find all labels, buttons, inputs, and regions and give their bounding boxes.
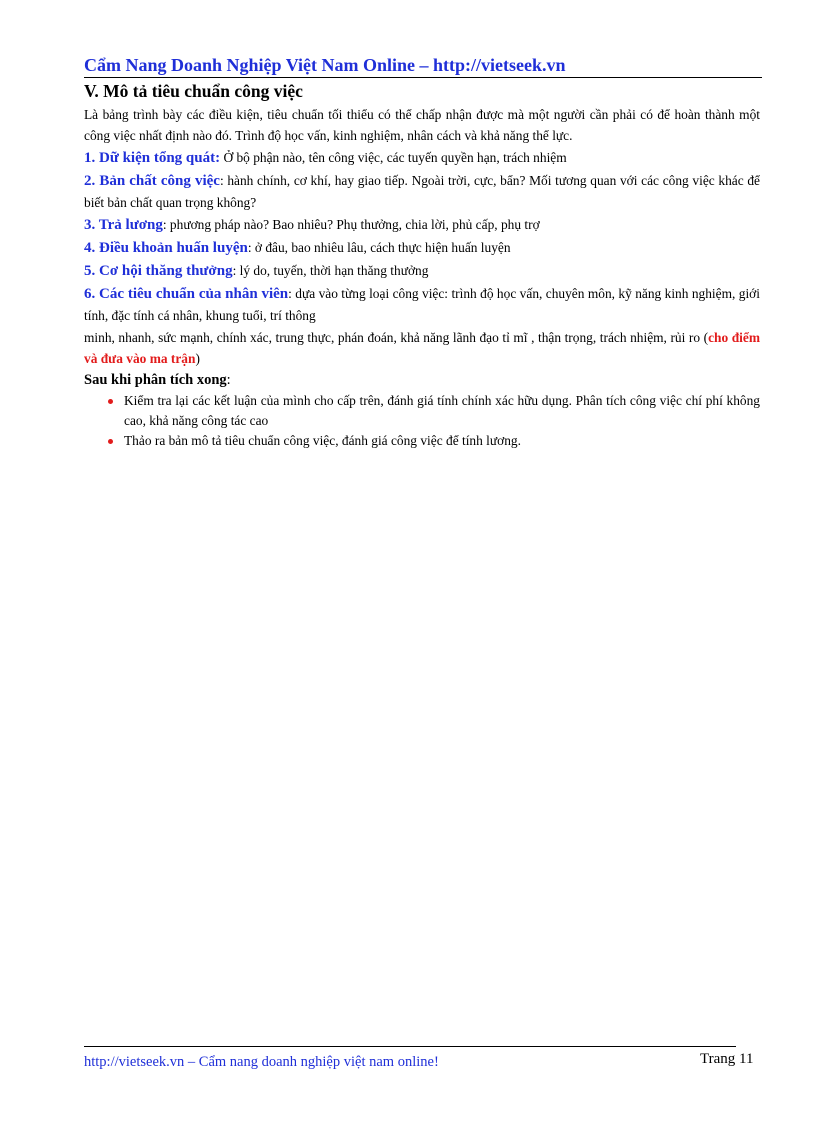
item-text: : ở đâu, bao nhiêu lâu, cách thực hiện huấn luyện — [247, 240, 511, 255]
list-item-text: Kiểm tra lại các kết luận của mình cho cấp trên, đánh giá tính chính xác hữu dụng. Phân tích công việc chí phí không cao, khả năng công tác cao — [124, 393, 760, 428]
item-text: : hành chính, cơ khí, hay giao tiếp. Ngoài trời, cực, bẩn? Mối tương quan với các công việc khác để biết bản chất quan trọng không? — [84, 173, 760, 210]
highlight-text: cho điểm và đưa vào ma trận — [84, 330, 760, 366]
item-text: : lý do, tuyến, thời hạn thăng thưởng — [232, 263, 429, 278]
after-analysis-list — [84, 391, 760, 451]
after-analysis-title: Sau khi phân tích xong — [84, 372, 227, 388]
footer-link: http://vietseek.vn – Cẩm nang doanh nghiệp việt nam online! — [84, 1054, 439, 1070]
item-text: : dựa vào từng loại công việc: trình độ học vấn, chuyên môn, kỹ năng kinh nghiệm, giới tính, đặc tính cá nhân, khung tuổi, trí thông — [84, 286, 760, 323]
closing-paren: ) — [195, 351, 200, 366]
page-header: Cẩm Nang Doanh Nghiệp Việt Nam Online – http://vietseek.vn — [84, 55, 566, 75]
bullet-icon — [108, 399, 113, 404]
item-salary — [84, 214, 760, 236]
item-general-data — [84, 147, 760, 169]
item-heading: 5. Cơ hội thăng thưởng — [84, 263, 233, 279]
item-heading: 6. Các tiêu chuẩn của nhân viên — [84, 286, 289, 302]
item-heading: 4. Điều khoản huấn luyện — [84, 240, 248, 256]
list-item-text: Thảo ra bản mô tả tiêu chuẩn công việc, đánh giá công việc để tính lương. — [124, 433, 521, 448]
item-training — [84, 237, 760, 259]
section-title: V. Mô tả tiêu chuẩn công việc — [84, 81, 303, 101]
item-heading: 3. Trả lương — [84, 217, 163, 233]
page-number: Trang 11 — [700, 1051, 754, 1067]
bullet-icon — [108, 439, 113, 444]
after-analysis-colon: : — [226, 372, 231, 388]
item-employee-standards-continued — [84, 327, 760, 369]
list-item — [124, 391, 760, 431]
header-divider — [84, 77, 762, 78]
item-employee-standards — [84, 283, 760, 326]
list-item — [124, 431, 760, 451]
item-heading: 1. Dữ kiện tổng quát: — [84, 150, 221, 166]
after-analysis-heading — [84, 370, 760, 391]
section-intro: Là bảng trình bày các điều kiện, tiêu chuẩn tối thiểu có thể chấp nhận được mà một người cần phải có để hoàn thành một công việc nhất định nào đó. Trình độ học vấn, kinh nghiệm, nhân cách và khả năng thể lực. — [84, 107, 760, 143]
item-promotion — [84, 260, 760, 282]
footer-divider — [84, 1046, 736, 1047]
document-body — [84, 80, 760, 451]
item-text: minh, nhanh, sức mạnh, chính xác, trung thực, phán đoán, khả năng lãnh đạo tỉ mĩ , thận trọng, trách nhiệm, rủi ro ( — [84, 330, 709, 345]
item-job-nature — [84, 170, 760, 213]
item-heading: 2. Bản chất công việc — [84, 173, 220, 189]
item-text: : phương pháp nào? Bao nhiêu? Phụ thưởng, chia lời, phủ cấp, phụ trợ — [162, 217, 540, 232]
item-text: Ở bộ phận nào, tên công việc, các tuyến quyền hạn, trách nhiệm — [220, 150, 567, 165]
